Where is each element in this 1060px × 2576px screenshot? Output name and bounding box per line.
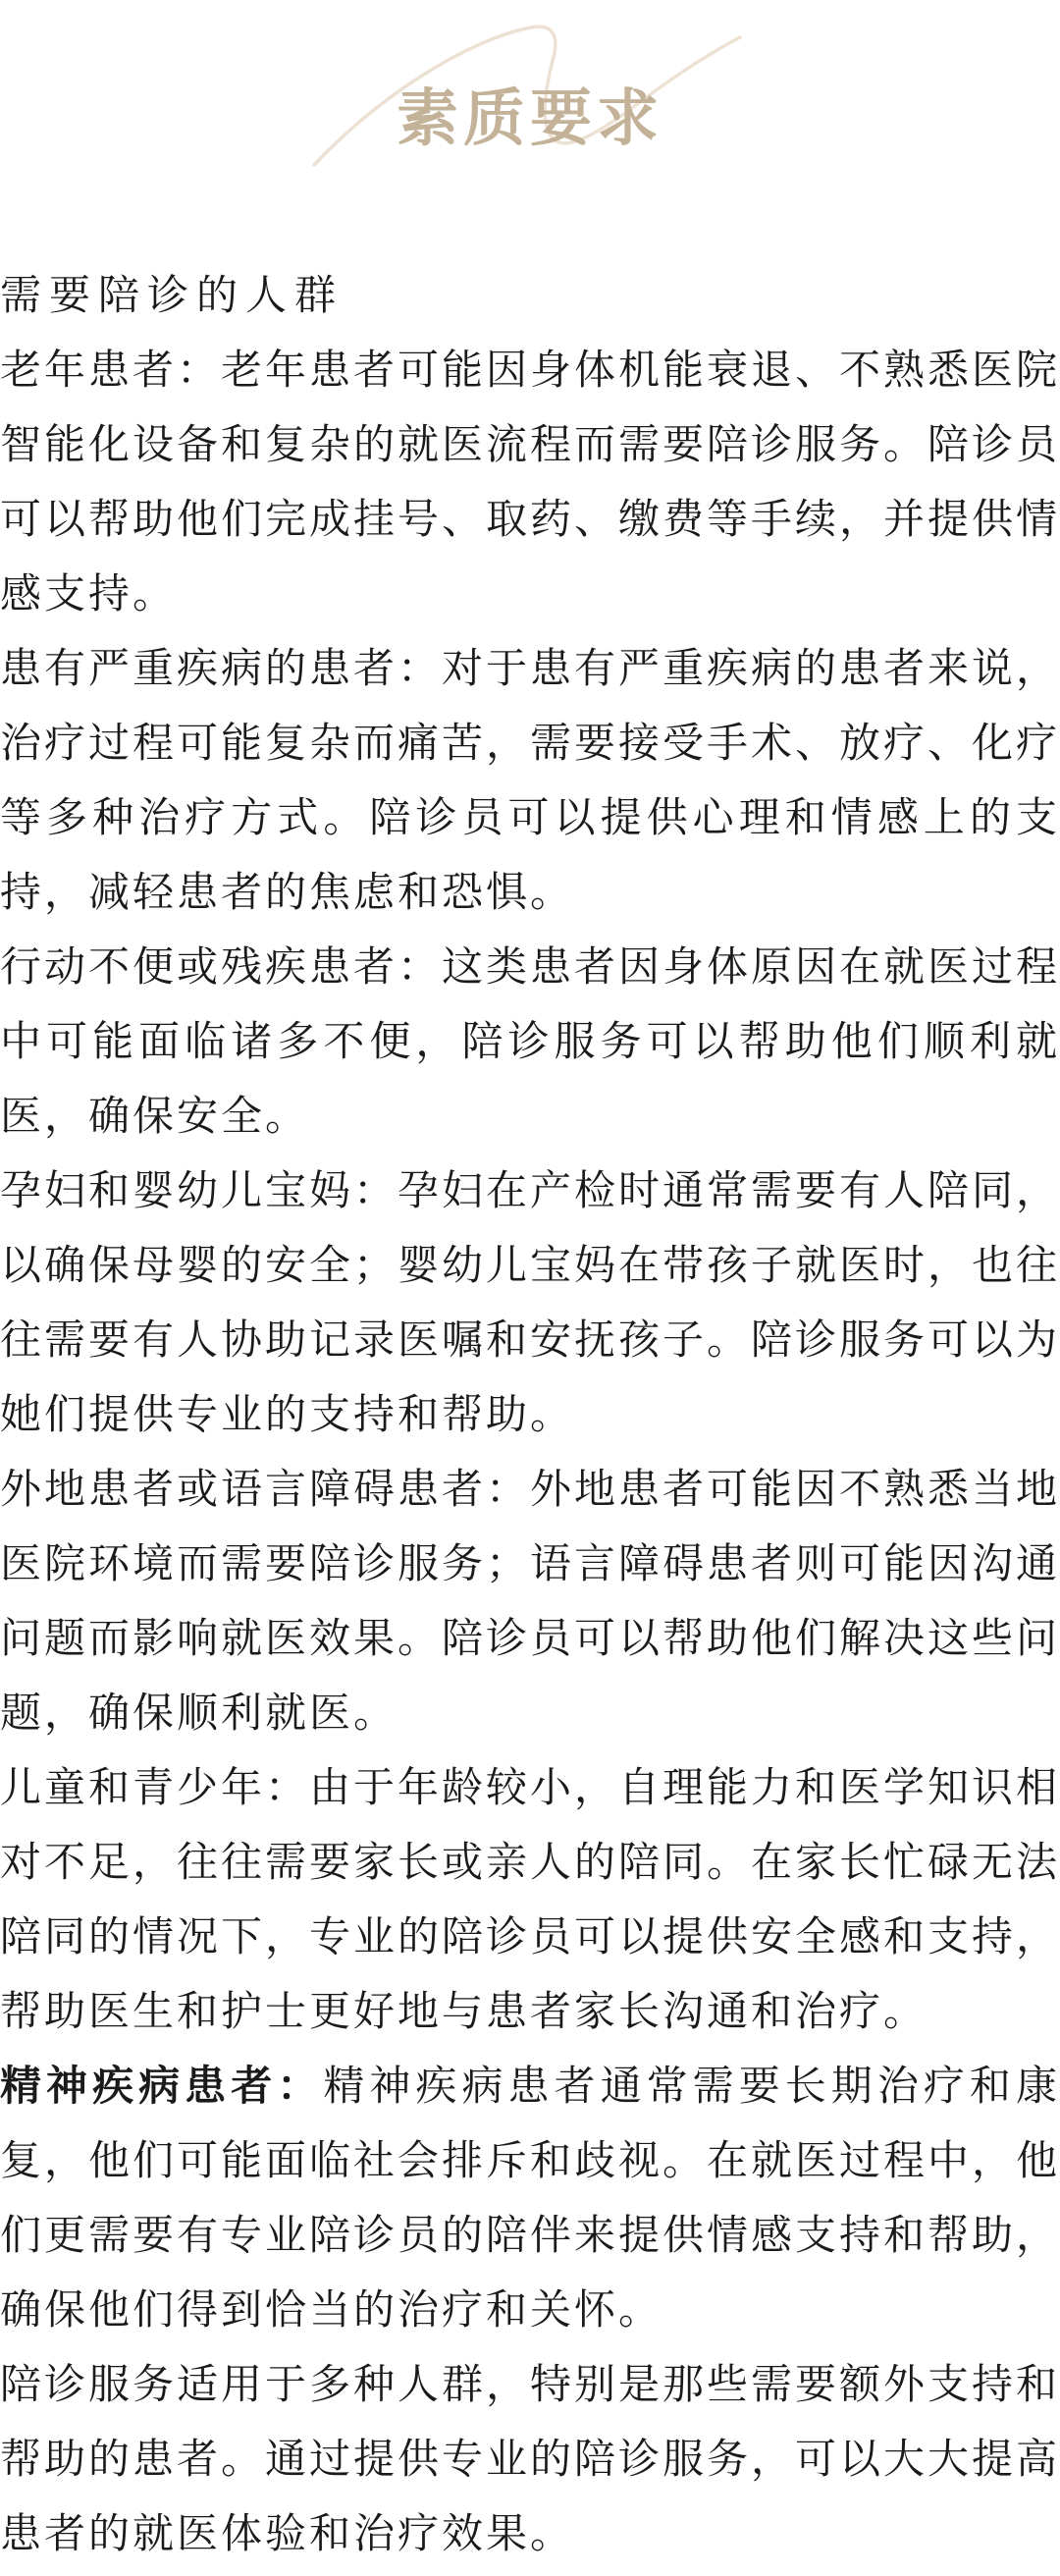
paragraph: [0, 930, 1060, 1154]
paragraph: [0, 1154, 1060, 1452]
paragraph: [0, 1452, 1060, 1750]
paragraph-text: 老年患者：老年患者可能因身体机能衰退、不熟悉医院智能化设备和复杂的就医流程而需要陪诊服务。陪诊员可以帮助他们完成挂号、取药、缴费等手续，并提供情感支持。: [0, 347, 1060, 617]
paragraph-text: 精神疾病患者通常需要长期治疗和康复，他们可能面临社会排斥和歧视。在就医过程中，他们更需要有专业陪诊员的陪伴来提供情感支持和帮助，确保他们得到恰当的治疗和关怀。: [0, 2063, 1060, 2333]
paragraph: [0, 258, 1060, 333]
article-body: [0, 258, 1060, 2571]
paragraph-text: 需要陪诊的人群: [0, 272, 344, 318]
article-header: [0, 0, 1060, 258]
paragraph-text: 陪诊服务适用于多种人群，特别是那些需要额外支持和帮助的患者。通过提供专业的陪诊服务，可以大大提高患者的就医体验和治疗效果。: [0, 2361, 1060, 2556]
paragraph-text: 行动不便或残疾患者：这类患者因身体原因在就医过程中可能面临诸多不便，陪诊服务可以帮助他们顺利就医，确保安全。: [0, 943, 1060, 1139]
paragraph-text: 患有严重疾病的患者：对于患有严重疾病的患者来说，治疗过程可能复杂而痛苦，需要接受手术、放疗、化疗等多种治疗方式。陪诊员可以提供心理和情感上的支持，减轻患者的焦虑和恐惧。: [0, 645, 1060, 915]
paragraph: [0, 2347, 1060, 2571]
paragraph: [0, 333, 1060, 631]
paragraph-text: 儿童和青少年：由于年龄较小，自理能力和医学知识相对不足，往往需要家长或亲人的陪同。在家长忙碌无法陪同的情况下，专业的陪诊员可以提供安全感和支持，帮助医生和护士更好地与患者家长沟通和治疗。: [0, 1764, 1060, 2034]
paragraph-lead: 精神疾病患者：: [0, 2063, 324, 2109]
paragraph: [0, 631, 1060, 930]
paragraph: [0, 2049, 1060, 2347]
paragraph-text: 孕妇和婴幼儿宝妈：孕妇在产检时通常需要有人陪同，以确保母婴的安全；婴幼儿宝妈在带孩子就医时，也往往需要有人协助记录医嘱和安抚孩子。陪诊服务可以为她们提供专业的支持和帮助。: [0, 1167, 1060, 1437]
paragraph: [0, 1750, 1060, 2049]
page-title: 素质要求: [397, 84, 663, 153]
paragraph-text: 外地患者或语言障碍患者：外地患者可能因不熟悉当地医院环境而需要陪诊服务；语言障碍患者则可能因沟通问题而影响就医效果。陪诊员可以帮助他们解决这些问题，确保顺利就医。: [0, 1466, 1060, 1736]
